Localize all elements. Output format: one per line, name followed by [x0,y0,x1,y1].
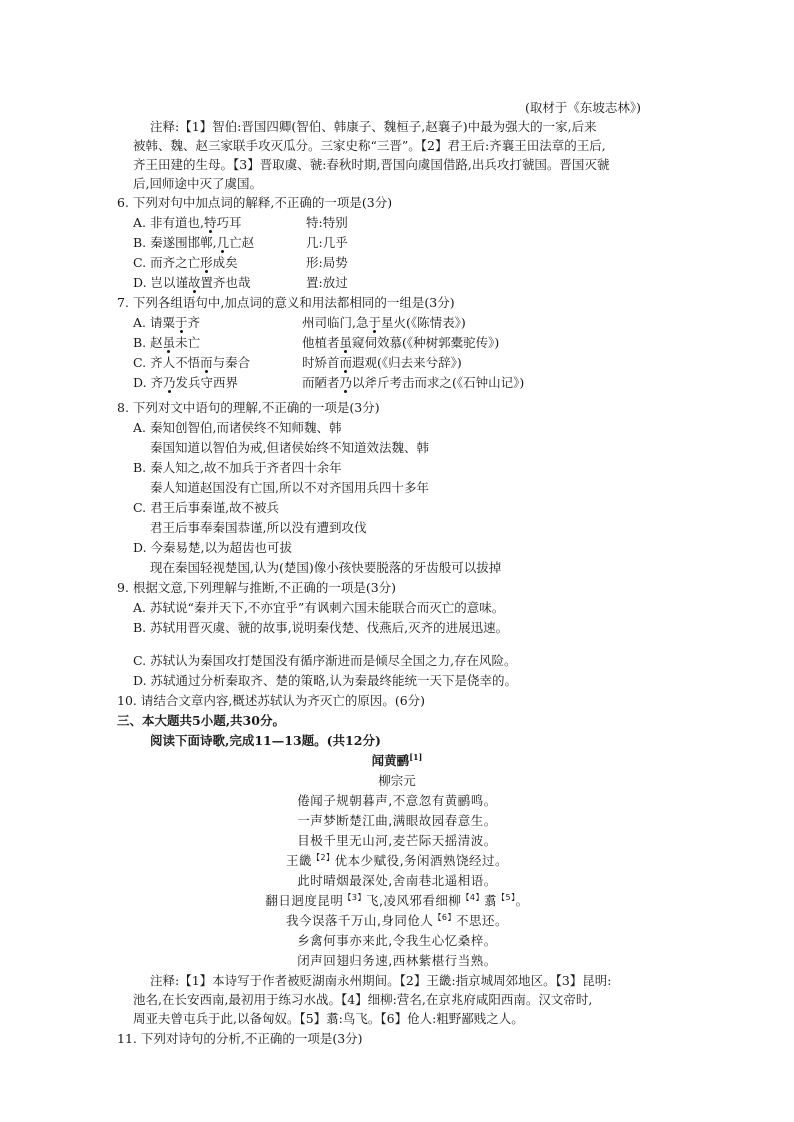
poem-line-4-b: 优本少赋役,务闲酒熟饶经过。 [334,853,509,868]
q6-option-a [133,213,241,232]
q9-option-a: A. 苏轼说“秦并天下,不亦宜乎”有讽刺六国未能联合而灭亡的意味。 [133,600,505,615]
q9-option-b: B. 苏轼用晋灭虞、虢的故事,说明秦伐楚、伐燕后,灭齐的进展迅速。 [133,620,509,635]
poem-line-6-a: 翻日迥度昆明 [265,893,344,908]
poem-line-7-b: 不思还。 [456,913,509,928]
q8-option-b: B. 秦人知之,故不加兵于齐者四十余年 [133,460,342,475]
poem-line-6-b: 飞,凌风邪看细柳 [365,893,462,908]
q6-c-answer: 形:局势 [306,255,348,270]
q6-c-post: 成矣 [212,255,238,270]
q7-b-right-pre: 他植者 [302,335,340,350]
q9-option-d: D. 苏轼通过分析秦取齐、楚的策略,认为秦最终能统一天下是侥幸的。 [133,673,517,688]
q6-a-dotted-word: 特 [203,215,217,230]
poem-line-8: 乡禽何事亦来此,令我生心忆桑梓。 [297,933,497,948]
q7-a-left-post: 齐 [187,315,201,330]
q6-a-pre: A. 非有道也, [133,215,204,230]
q7-b-right-dotted-word: 虽 [339,335,353,350]
q7-option-a-left [133,313,200,332]
poem-line-3: 目极千里无山河,麦芒际天摇清波。 [297,833,497,848]
poem-note-4: 【4】 [461,892,485,902]
q6-d-dotted-word: 故 [188,275,201,290]
q7-b-left-post: 未亡 [175,335,201,350]
q7-a-right-post: 星火(《陈情表》) [381,315,466,330]
q7-option-d-left [133,373,238,392]
poem-line-6-c: 翥 [484,893,498,908]
notes1-line-2: 被韩、魏、赵三家联手攻灭瓜分。三家史称“三晋”。【2】君王后:齐襄王田法章的王后, [133,138,606,153]
q7-option-b-left [133,333,200,352]
q7-a-left-dotted-word: 于 [174,315,188,330]
q7-c-right-post: 遐观(《归去来兮辞》) [352,355,462,370]
q7-c-left-dotted-word: 而 [200,355,213,370]
notes1-line-4: 后,回师途中灭了虞国。 [133,176,262,191]
poem-line-9: 闭声回翅归务速,西林紫椹行当熟。 [297,953,497,968]
q7-option-a-right [302,313,466,332]
poem-title-note: [1] [409,751,423,762]
q10-stem: 10. 请结合文章内容,概述苏轼认为齐灭亡的原因。(6分) [117,693,426,708]
q6-c-dotted-word: 形 [200,255,213,270]
q8-stem: 8. 下列对文中语句的理解,不正确的一项是(3分) [117,400,380,415]
q8-option-d: D. 今秦易楚,以为超齿也可拔 [133,540,292,555]
q6-option-c [133,253,238,272]
notes1-line-3: 齐王田建的生母。【3】晋取虞、虢:春秋时期,晋国向虞国借路,出兵攻打虢国。晋国灭虢 [133,157,610,172]
q6-b-pre: B. 秦遂围邯郸, [133,235,217,250]
q8-option-a: A. 秦知创智伯,而诸侯终不知师魏、韩 [133,420,342,435]
q6-b-post: 亡赵 [229,235,255,250]
poem-title-text: 闻黄鹂 [371,753,410,768]
poem-line-2: 一声梦断楚江曲,满眼故园春意生。 [297,813,497,828]
poem-line-6 [0,891,794,910]
q7-a-right-pre: 州司临门,急 [302,315,369,330]
q7-c-left-post: 与秦合 [212,355,251,370]
q7-b-right-post: 窥伺效慕(《种树郭橐驼传》) [352,335,500,350]
q6-a-post: 巧耳 [216,215,242,230]
q9-stem: 9. 根据文意,下列理解与推断,不正确的一项是(3分) [117,580,397,595]
q7-d-right-dotted-word: 乃 [339,375,353,390]
q6-stem: 6. 下列对句中加点词的解释,不正确的一项是(3分) [117,195,393,210]
q8-option-d-explain: 现在秦国轻视楚国,认为(楚国)像小孩快要脱落的牙齿般可以拔掉 [150,560,502,575]
q7-d-left-post: 发兵守西界 [175,375,239,390]
poem-line-4-a: 王畿 [285,853,312,868]
poem-line-7 [0,911,794,930]
poem-note-6: 【6】 [433,912,457,922]
poem-line-1: 倦闻子规朝暮声,不意忽有黄鹂鸣。 [297,793,497,808]
q9-option-c: C. 苏轼认为秦国攻打楚国没有循序渐进而是倾尽全国之力,存在风险。 [133,653,517,668]
poem-reading-intro: 阅读下面诗歌,完成11—13题。(共12分) [150,733,381,748]
q7-a-right-dotted-word: 于 [368,315,381,330]
source-citation: (取材于《东坡志林》) [525,100,642,115]
notes2-line-3: 周亚夫曾屯兵于此,以备匈奴。【5】翥:鸟飞。【6】伧人:粗野鄙贱之人。 [133,1011,524,1026]
q8-option-b-explain: 秦人知道赵国没有亡国,所以不对齐国用兵四十多年 [150,480,429,495]
q7-option-c-left [133,353,250,372]
q6-a-answer: 特:特别 [306,215,348,230]
poem-note-5: 【5】 [497,892,516,902]
q6-b-dotted-word: 几 [216,235,230,250]
poem-line-5: 此时晴烟最深处,舍南巷北遥相语。 [297,873,497,888]
q7-d-left-pre: D. 齐 [133,375,164,390]
q7-option-c-right [302,353,462,372]
q7-c-right-pre: 时矫首 [302,355,340,370]
poem-title [0,751,794,770]
q7-c-left-pre: C. 齐人不悟 [133,355,201,370]
q8-option-a-explain: 秦国知道以智伯为戒,但诸侯始终不知道效法魏、韩 [150,440,429,455]
poem-line-4 [0,851,794,870]
q6-d-post: 置齐也哉 [200,275,251,290]
q7-c-right-dotted-word: 而 [339,355,353,370]
section-3-heading: 三、本大题共5小题,共30分。 [117,713,285,728]
poem-line-6-d: 。 [515,893,529,908]
q6-b-answer: 几:几乎 [306,235,348,250]
q6-d-answer: 置:放过 [306,275,348,290]
poem-note-2: 【2】 [311,852,335,862]
q7-d-left-dotted-word: 乃 [163,375,176,390]
notes2-line-1: 注释:【1】本诗写于作者被贬湖南永州期间。【2】王畿:指京城周郊地区。【3】昆明: [150,973,612,988]
q7-d-right-pre: 而陋者 [302,375,340,390]
notes2-line-2: 池名,在长安西南,最初用于练习水战。【4】细柳:营名,在京兆府咸阳西南。汉文帝时, [133,992,593,1007]
q7-d-right-post: 以斧斤考击而求之(《石钟山记》) [352,375,525,390]
q7-b-left-pre: B. 赵 [133,335,163,350]
q8-option-c: C. 君王后事秦谨,故不被兵 [133,500,280,515]
poem-author: 柳宗元 [378,773,416,788]
q7-b-left-dotted-word: 虽 [162,335,176,350]
poem-line-7-a: 我今误落千万山,身同伧人 [285,913,434,928]
poem-note-3: 【3】 [343,892,366,902]
q8-option-c-explain: 君王后事奉秦国恭谨,所以没有遭到攻伐 [150,520,367,535]
notes1-line-1: 注释:【1】智伯:晋国四卿(智伯、韩康子、魏桓子,赵襄子)中最为强大的一家,后来 [150,119,597,134]
q11-stem: 11. 下列对诗句的分析,不正确的一项是(3分) [117,1031,363,1046]
q6-c-pre: C. 而齐之亡 [133,255,201,270]
q6-d-pre: D. 岂以谨 [133,275,189,290]
q6-option-b [133,233,254,252]
q7-stem: 7. 下列各组语句中,加点词的意义和用法都相同的一组是(3分) [117,295,455,310]
q7-option-b-right [302,333,499,352]
q7-option-d-right [302,373,524,392]
q7-a-left-pre: A. 请粟 [133,315,175,330]
q6-option-d [133,273,251,292]
